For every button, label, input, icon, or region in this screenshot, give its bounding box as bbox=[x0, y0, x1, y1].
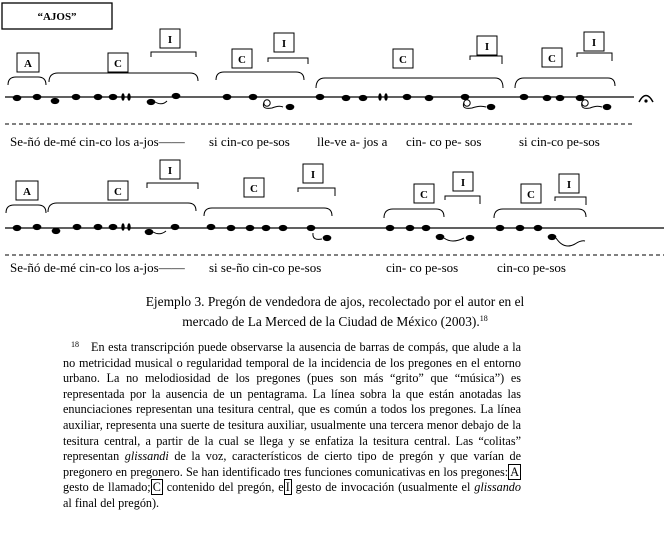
note bbox=[109, 94, 118, 100]
label-box-i bbox=[303, 164, 323, 183]
glissando-tail bbox=[153, 231, 166, 234]
note bbox=[72, 94, 81, 100]
note bbox=[13, 225, 22, 231]
footnote-number: 18 bbox=[71, 340, 79, 349]
glissando-ring bbox=[264, 100, 270, 106]
label-box-i bbox=[453, 172, 473, 191]
label-box-c bbox=[108, 181, 128, 200]
label-box-c bbox=[108, 53, 128, 72]
lyric: si cin-co pe-sos bbox=[209, 134, 290, 149]
caption-footnote-ref: 18 bbox=[479, 314, 488, 323]
bracket bbox=[204, 208, 332, 216]
svg-text:C: C bbox=[399, 54, 407, 66]
note bbox=[307, 225, 316, 231]
note bbox=[171, 224, 180, 230]
label-box-a bbox=[17, 53, 39, 72]
bracket bbox=[151, 52, 196, 57]
note bbox=[461, 94, 470, 100]
figure-caption bbox=[40, 293, 630, 330]
footnote-box-c: C bbox=[152, 480, 161, 495]
label-box-i bbox=[274, 33, 294, 52]
note bbox=[359, 95, 368, 101]
label-box-c bbox=[414, 184, 434, 203]
svg-text:A: A bbox=[23, 186, 31, 198]
bracket bbox=[48, 203, 196, 212]
label-box-c bbox=[244, 178, 264, 197]
note bbox=[262, 225, 271, 231]
footnote-box-a: A bbox=[510, 464, 519, 479]
note bbox=[121, 93, 124, 101]
glissando-tail bbox=[444, 238, 464, 241]
svg-text:I: I bbox=[484, 41, 490, 53]
glissando-tail bbox=[313, 233, 322, 239]
note bbox=[249, 94, 258, 100]
note bbox=[556, 95, 565, 101]
svg-text:A: A bbox=[24, 58, 32, 70]
note bbox=[246, 225, 255, 231]
label-box-c bbox=[393, 49, 413, 68]
note bbox=[436, 234, 445, 240]
svg-text:C: C bbox=[114, 186, 122, 198]
note bbox=[286, 104, 295, 110]
footnote-term-glissandi: glissandi bbox=[124, 449, 169, 464]
glissando-tail bbox=[263, 102, 283, 108]
note bbox=[94, 224, 103, 230]
note bbox=[534, 225, 543, 231]
svg-text:I: I bbox=[591, 37, 597, 49]
lyric: cin- co pe-sos bbox=[386, 260, 459, 275]
bracket bbox=[316, 78, 503, 88]
row-1 bbox=[5, 29, 653, 149]
svg-text:C: C bbox=[420, 189, 428, 201]
note bbox=[13, 95, 22, 101]
note bbox=[422, 225, 431, 231]
footnote-box-i: I bbox=[285, 480, 290, 495]
note bbox=[279, 225, 288, 231]
label-box-a bbox=[16, 181, 38, 200]
bracket bbox=[577, 53, 612, 61]
svg-text:C: C bbox=[250, 183, 258, 195]
note bbox=[33, 94, 42, 100]
note bbox=[127, 93, 130, 101]
note bbox=[51, 98, 60, 104]
bracket bbox=[298, 188, 335, 196]
note bbox=[384, 93, 387, 101]
svg-text:C: C bbox=[114, 58, 122, 70]
row-2 bbox=[5, 160, 664, 275]
lyric: Se-ñó de-mé cin-co los a-jos—— bbox=[10, 134, 185, 149]
bracket bbox=[515, 78, 615, 88]
footnote-term-glissando: glissando bbox=[474, 480, 521, 495]
lyric: Se-ñó de-mé cin-co los a-jos—— bbox=[10, 260, 185, 275]
note bbox=[516, 225, 525, 231]
note bbox=[548, 234, 557, 240]
note bbox=[316, 94, 325, 100]
bracket bbox=[555, 197, 586, 205]
glissando-tail bbox=[556, 238, 585, 246]
note bbox=[520, 94, 529, 100]
note bbox=[543, 95, 552, 101]
note bbox=[223, 94, 232, 100]
label-box-i bbox=[160, 160, 180, 179]
bracket bbox=[494, 209, 586, 218]
bracket bbox=[8, 77, 46, 85]
caption-line-2: mercado de La Merced de la Ciudad de México (2003). bbox=[182, 314, 480, 329]
title-text: “AJOS” bbox=[37, 11, 77, 23]
note bbox=[342, 95, 351, 101]
note bbox=[33, 224, 42, 230]
fermata-icon bbox=[639, 96, 653, 103]
note bbox=[147, 99, 156, 105]
note bbox=[603, 104, 612, 110]
footnote-text: contenido del pregón, e bbox=[166, 480, 284, 495]
note bbox=[227, 225, 236, 231]
note bbox=[52, 228, 61, 234]
note bbox=[487, 104, 496, 110]
note bbox=[386, 225, 395, 231]
glissando-tail bbox=[582, 102, 602, 108]
bracket bbox=[384, 209, 444, 218]
glissando-ring bbox=[464, 100, 470, 106]
label-box-i bbox=[160, 29, 180, 48]
note bbox=[425, 95, 434, 101]
lyric: cin- co pe- sos bbox=[406, 134, 482, 149]
svg-text:I: I bbox=[566, 179, 572, 191]
glissando-tail bbox=[463, 102, 486, 108]
footnote-text: de la voz, característicos de cierto tipo de pregón y que varían de pregonero en pregonero. Se han identificado tres funciones comunicativas en los pregones: bbox=[63, 449, 522, 479]
note bbox=[73, 224, 82, 230]
lyric: si se-ño cin-co pe-sos bbox=[209, 260, 322, 275]
caption-line-1: Ejemplo 3. Pregón de vendedora de ajos, recolectado por el autor en el bbox=[145, 294, 525, 309]
bracket bbox=[216, 72, 304, 80]
bracket bbox=[49, 73, 198, 82]
footnote-text: En esta transcripción puede observarse la ausencia de barras de compás, que alude a la no metricidad musical o regularidad temporal de la incidencia de los pregones en el entorno urbano. La no melodiosidad de los pregones (pues son más “grito” que “música”) es representada por la ausencia de un pentagrama. La línea sobra la que están anotadas las enunciaciones representan una tesitura central, que es común a todos los pregones. La línea auxiliar, representa una suerte de tesitura auxiliar, usualmente una tercera menor debajo de la tesitura central, a partir de la cual se llega y se enfatiza la tesitura central. Las “colitas” representan bbox=[63, 340, 521, 464]
bracket bbox=[445, 196, 480, 204]
svg-text:I: I bbox=[310, 169, 316, 181]
label-box-c bbox=[232, 49, 252, 68]
note bbox=[172, 93, 181, 99]
lyric: lle-ve a- jos a bbox=[317, 134, 388, 149]
bracket bbox=[470, 56, 502, 64]
bracket bbox=[147, 183, 198, 189]
footnote bbox=[63, 337, 521, 512]
svg-text:C: C bbox=[238, 54, 246, 66]
svg-text:I: I bbox=[167, 34, 173, 46]
note bbox=[207, 224, 216, 230]
note bbox=[94, 94, 103, 100]
svg-text:C: C bbox=[548, 53, 556, 65]
note bbox=[109, 224, 118, 230]
note bbox=[406, 225, 415, 231]
lyric: si cin-co pe-sos bbox=[519, 134, 600, 149]
note bbox=[127, 223, 130, 231]
label-box-c bbox=[521, 184, 541, 203]
label-box-i bbox=[559, 174, 579, 193]
svg-text:I: I bbox=[460, 177, 466, 189]
note bbox=[323, 235, 332, 241]
bracket bbox=[6, 205, 46, 213]
label-box-c bbox=[542, 48, 562, 67]
note bbox=[403, 94, 412, 100]
note bbox=[496, 225, 505, 231]
svg-text:I: I bbox=[167, 165, 173, 177]
svg-text:I: I bbox=[281, 38, 287, 50]
footnote-text: gesto de invocación (usualmente el bbox=[295, 480, 471, 495]
glissando-tail bbox=[155, 101, 167, 104]
note bbox=[121, 223, 124, 231]
glissando-ring bbox=[582, 100, 588, 106]
label-box-i bbox=[477, 36, 497, 55]
svg-text:C: C bbox=[527, 189, 535, 201]
footnote-text: gesto de llamado; bbox=[63, 480, 151, 495]
lyric: cin-co pe-sos bbox=[497, 260, 566, 275]
note bbox=[145, 229, 154, 235]
footnote-text: al final del pregón). bbox=[63, 495, 160, 510]
note bbox=[466, 235, 475, 241]
note bbox=[378, 93, 381, 101]
label-box-i bbox=[584, 32, 604, 51]
bracket bbox=[268, 58, 308, 64]
